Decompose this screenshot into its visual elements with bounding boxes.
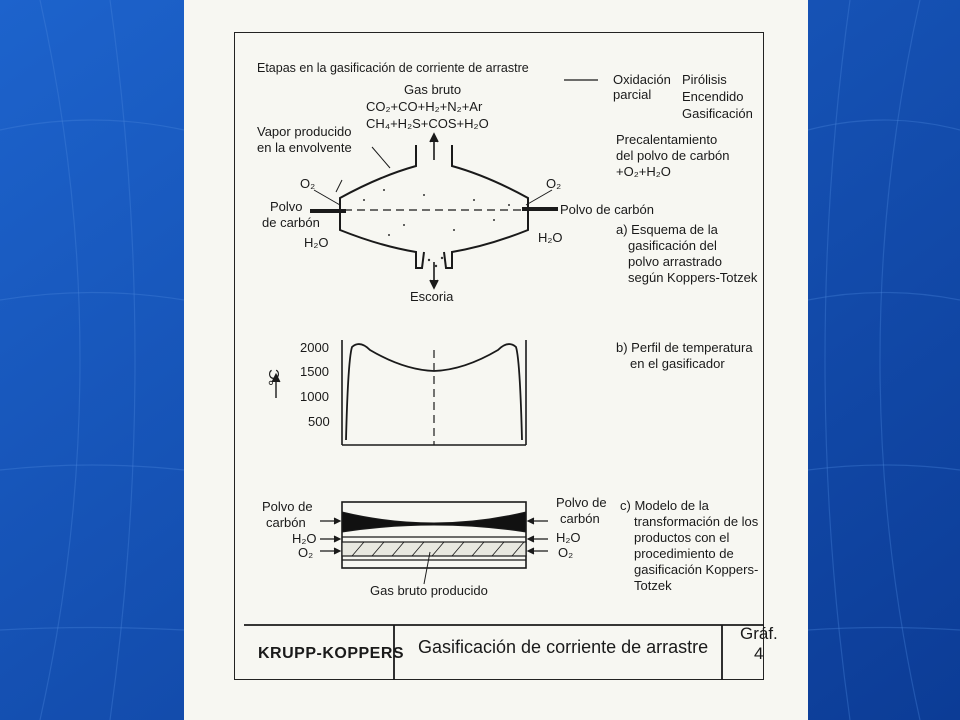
o2-left-label: O₂ bbox=[300, 176, 316, 191]
temp-tick-1000: 1000 bbox=[300, 389, 329, 404]
gasifier-body bbox=[340, 145, 528, 268]
preheat-line2: del polvo de carbón bbox=[616, 148, 730, 163]
coal-dust-band bbox=[342, 512, 526, 532]
temp-tick-1500: 1500 bbox=[300, 364, 329, 379]
caption-c-line5: gasificación Koppers- bbox=[634, 562, 759, 577]
caption-c-line1: c) Modelo de la bbox=[620, 498, 709, 513]
preheat-line1: Precalentamiento bbox=[616, 132, 718, 147]
preheat-line3: +O₂+H₂O bbox=[616, 164, 671, 179]
caption-a-line3: polvo arrastrado bbox=[628, 254, 722, 269]
stage-ignition: Encendido bbox=[682, 89, 744, 104]
transformation-model bbox=[320, 502, 548, 584]
model-h2o-left: H₂O bbox=[292, 531, 317, 546]
temp-tick-2000: 2000 bbox=[300, 340, 329, 355]
model-coal-left-line1: Polvo de bbox=[262, 499, 313, 514]
footer-graph-label: Gráf. bbox=[740, 624, 778, 643]
steam-label-line1: Vapor producido bbox=[257, 124, 352, 139]
model-coal-right-line2: carbón bbox=[560, 511, 600, 526]
model-h2o-right: H₂O bbox=[556, 530, 581, 545]
caption-c-line6: Totzek bbox=[634, 578, 672, 593]
stage-gasification: Gasificación bbox=[682, 106, 753, 121]
steam-label-line2: en la envolvente bbox=[257, 140, 352, 155]
caption-b-line2: en el gasificador bbox=[630, 356, 725, 371]
model-o2-right: O₂ bbox=[558, 545, 574, 560]
coal-left-label-line1: Polvo bbox=[270, 199, 303, 214]
temp-axis-unit: °C bbox=[265, 369, 283, 386]
slag-label: Escoria bbox=[410, 289, 454, 304]
footer-company: KRUPP-KOPPERS bbox=[258, 645, 405, 662]
coal-left-label-line2: de carbón bbox=[262, 215, 320, 230]
model-gas-label: Gas bruto producido bbox=[370, 583, 488, 598]
stage-pyrolysis: Pirólisis bbox=[682, 72, 727, 87]
temp-tick-500: 500 bbox=[308, 414, 330, 429]
caption-a-line4: según Koppers-Totzek bbox=[628, 270, 758, 285]
caption-a-line2: gasificación del bbox=[628, 238, 717, 253]
gas-composition-line1: CO₂+CO+H₂+N₂+Ar bbox=[366, 99, 483, 114]
footer-graph-number: 4 bbox=[754, 644, 764, 663]
gas-composition-line2: CH₄+H₂S+COS+H₂O bbox=[366, 116, 489, 131]
coal-dust-speckles bbox=[363, 189, 510, 267]
caption-c-line4: procedimiento de bbox=[634, 546, 734, 561]
stage-oxidation: Oxidación parcial bbox=[613, 72, 671, 102]
caption-b-line1: b) Perfil de temperatura bbox=[616, 340, 753, 355]
figure-heading: Etapas en la gasificación de corriente de arrastre bbox=[257, 61, 529, 75]
footer-title: Gasificación de corriente de arrastre bbox=[418, 637, 709, 657]
caption-c-line2: transformación de los bbox=[634, 514, 759, 529]
h2o-right-label: H₂O bbox=[538, 230, 563, 245]
gas-label: Gas bruto bbox=[404, 82, 462, 97]
model-o2-left: O₂ bbox=[298, 545, 314, 560]
model-coal-right-line1: Polvo de bbox=[556, 495, 607, 510]
caption-c-line3: productos con el bbox=[634, 530, 730, 545]
o2-right-label: O₂ bbox=[546, 176, 562, 191]
coal-right-label: Polvo de carbón bbox=[560, 202, 654, 217]
model-coal-left-line2: carbón bbox=[266, 515, 306, 530]
caption-a-line1: a) Esquema de la bbox=[616, 222, 718, 237]
model-outer bbox=[342, 502, 526, 568]
h2o-left-label: H₂O bbox=[304, 235, 329, 250]
